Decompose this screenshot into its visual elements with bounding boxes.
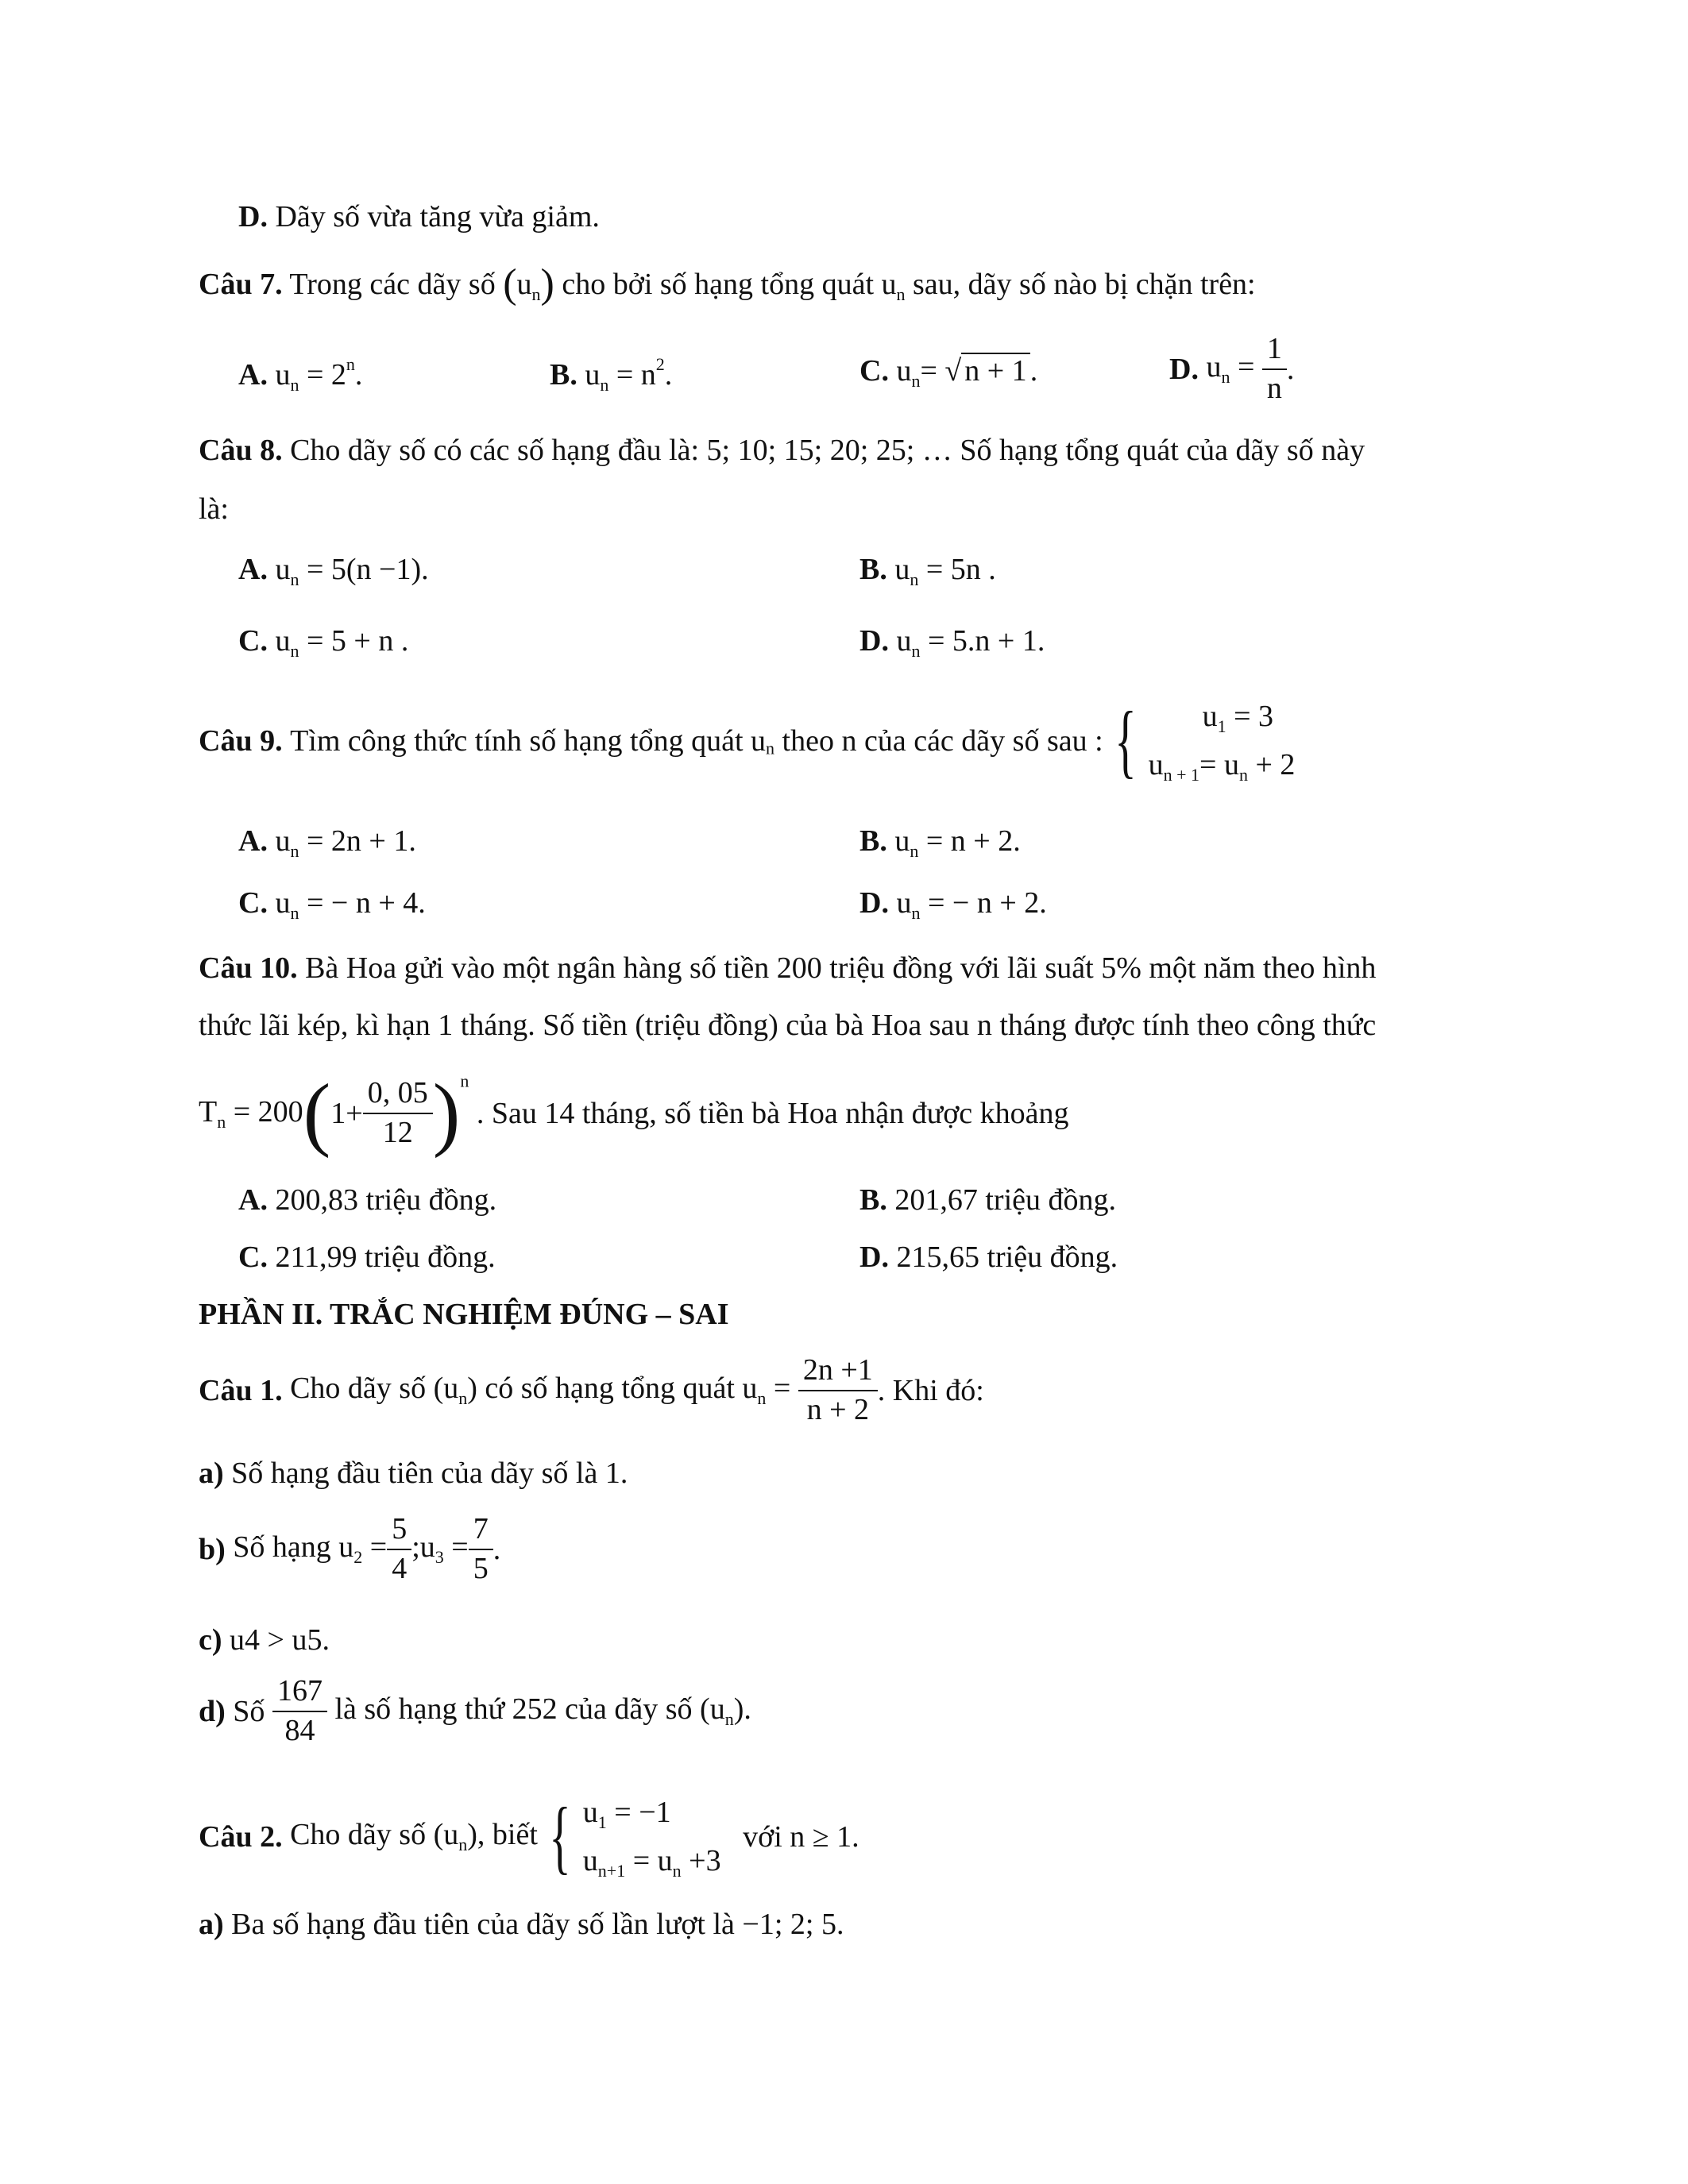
formula-eq: = 200	[233, 1094, 303, 1129]
item-label: c)	[199, 1623, 222, 1657]
formula-fraction	[363, 1078, 433, 1149]
option-label: D.	[1169, 352, 1199, 386]
q8-option-b: B. $u_n = 5n$ .	[859, 553, 996, 589]
general-term-fraction	[798, 1355, 878, 1426]
stem-text-2: ) có số hạng tổng quát	[467, 1372, 735, 1406]
stem-text: Tìm công thức tính số hạng tổng quát u	[290, 723, 767, 758]
q7-stem: Câu 7. Trong các dãy số $(u_n)$ cho bởi số hạng tổng quát $u_n$ sau, dãy số nào bị chặn trên:	[199, 261, 1256, 307]
p2q1-item-d: d) Số $\frac{167}{84}$ là số hạng thứ 252 của dãy số $(u_n)$.	[199, 1674, 751, 1747]
item-text: Số hạng	[233, 1530, 331, 1565]
option-label: C.	[238, 1241, 268, 1274]
q9-option-c: C. $u_n$ = − n + 4.	[238, 886, 426, 923]
option-expr: = − n + 4	[306, 886, 419, 920]
option-label: A.	[238, 553, 268, 586]
recurrence-system: $u_1 = 3$ $u_{n + 1}= u_n + 2$	[1148, 700, 1296, 785]
formula-lhs: T	[199, 1094, 218, 1129]
option-label: A.	[238, 1183, 268, 1217]
stem-text-3: . Sau 14 tháng, số tiền bà Hoa nhận được khoảng	[476, 1097, 1069, 1130]
option-label: D.	[859, 886, 889, 920]
fraction-2	[469, 1514, 493, 1585]
question-label: Câu 8.	[199, 434, 283, 467]
fraction	[1262, 334, 1287, 405]
q7-option-b: B. $u_n = n^2$.	[550, 354, 673, 395]
option-expr: = 2	[306, 358, 346, 392]
fraction-1	[387, 1514, 411, 1585]
stem-text: Cho dãy số (u	[290, 1818, 459, 1852]
fraction	[272, 1676, 327, 1747]
q7-option-a: A. $u_n = 2^n$.	[238, 354, 363, 395]
system-line-2: = u	[632, 1843, 673, 1877]
denominator: 4	[392, 1551, 408, 1585]
q6-option-d	[238, 202, 600, 232]
numerator: 167	[272, 1676, 327, 1712]
system-line-2: = u	[1199, 747, 1239, 781]
q10-option-c	[238, 1242, 496, 1272]
option-label: B.	[550, 358, 577, 392]
option-label: B.	[859, 553, 887, 586]
stem-text: thức lãi kép, kì hạn 1 tháng. Số tiền (triệu đồng) của bà Hoa sau n tháng được tính theo công thức	[199, 1009, 1377, 1042]
stem-text-3: sau, dãy số nào bị chặn trên:	[913, 268, 1256, 301]
question-label: Câu 2.	[199, 1819, 283, 1854]
system-line-1: = −1	[614, 1796, 671, 1829]
option-expr: = n + 2	[925, 824, 1014, 858]
q10-formula-line: $T_n = 200(1+$ $\frac{0, 05}{12}$ )$^n$ . Sau 14 tháng, số tiền bà Hoa nhận được khoảng	[199, 1067, 1069, 1159]
q10-option-b	[859, 1185, 1116, 1215]
numerator: 7	[469, 1514, 493, 1550]
option-expr: n + 1	[961, 353, 1029, 388]
option-label: B.	[859, 824, 887, 858]
option-text: 201,67 triệu đồng.	[894, 1183, 1116, 1217]
numerator: 2n +1	[798, 1355, 878, 1391]
system-line-2-tail: +3	[689, 1843, 721, 1877]
item-label: b)	[199, 1532, 226, 1566]
option-label: C.	[238, 886, 268, 920]
stem-text: là:	[199, 492, 229, 526]
q8-option-a: A. $u_n = 5(n -1)$.	[238, 553, 429, 589]
denominator: n	[1266, 371, 1282, 405]
stem-text: Cho dãy số có các số hạng đầu là: 5; 10; 15; 20; 25; … Số hạng tổng quát của dãy số này	[290, 434, 1365, 467]
option-expr: = 5.n + 1	[927, 624, 1037, 658]
item-label: a)	[199, 1908, 224, 1941]
stem-text: Trong các dãy số	[289, 268, 496, 301]
stem-text-2: theo n của các dãy số sau :	[782, 723, 1103, 758]
denominator: 84	[284, 1713, 315, 1747]
section-title: PHẦN II. TRẮC NGHIỆM ĐÚNG – SAI	[199, 1298, 729, 1331]
q8-option-c: C. $u_n = 5 + n$ .	[238, 624, 409, 661]
option-label: A.	[238, 358, 268, 392]
option-label: D.	[859, 1241, 889, 1274]
stem-tail: với n ≥ 1.	[743, 1819, 859, 1854]
item-text: u4 > u5.	[230, 1623, 330, 1657]
option-expr: = 2n + 1	[306, 824, 409, 858]
option-label: A.	[238, 824, 268, 858]
option-sup: 2	[655, 354, 665, 374]
system-line-2-tail: + 2	[1255, 747, 1296, 781]
q7-option-c: C. $u_n=$ √ n + 1 .	[859, 354, 1038, 391]
item-text: Ba số hạng đầu tiên của dãy số lần lượt là −1; 2; 5.	[231, 1908, 844, 1941]
q7-option-d: D. $u_n$ = $\frac{1}{n}$ .	[1169, 332, 1295, 405]
option-label: D.	[238, 200, 268, 233]
denominator: n + 2	[806, 1392, 870, 1426]
option-text: 200,83 triệu đồng.	[275, 1183, 497, 1217]
q10-option-a	[238, 1185, 496, 1215]
q9-option-d: D. $u_n$ = − n + 2.	[859, 886, 1047, 923]
stem-sub: n	[766, 738, 775, 758]
q9-option-a: A. $u_n = 2n + 1$.	[238, 824, 416, 861]
p2q2-item-a	[199, 1909, 844, 1939]
stem-text: Bà Hoa gửi vào một ngân hàng số tiền 200 triệu đồng với lãi suất 5% một năm theo hình	[305, 951, 1377, 985]
q10-option-d	[859, 1242, 1118, 1272]
q9-stem: Câu 9. Tìm công thức tính số hạng tổng quát $u_n$ theo n của các dãy số sau : { $u_1 = 3$ $u_{n + 1}= u_n + 2$	[199, 693, 1295, 789]
question-label: Câu 7.	[199, 268, 283, 301]
stem-sub: n	[896, 284, 906, 304]
item-close: ).	[733, 1692, 751, 1727]
numerator: 0, 05	[363, 1078, 433, 1114]
p2q2-stem: Câu 2. Cho dãy số $(u_n)$, biết { $u_1 = -1$ $u_{n+1} = u_n +3$ với n ≥ 1.	[199, 1788, 859, 1885]
q10-stem-line1	[199, 953, 1376, 983]
option-label: C.	[238, 624, 268, 658]
formula-one: 1+	[330, 1097, 363, 1130]
p2q1-item-c	[199, 1625, 330, 1655]
item-text-2: là số hạng thứ 252 của dãy số (u	[334, 1692, 725, 1727]
denominator: 5	[473, 1551, 489, 1585]
q9-option-b: B. $u_n = n + 2$.	[859, 824, 1021, 861]
stem-text-2: cho bởi số hạng tổng quát u	[562, 268, 897, 301]
q8-option-d: D. $u_n = 5.n + 1$.	[859, 624, 1045, 661]
option-expr: = 5(n −1)	[306, 553, 422, 586]
option-expr: = − n + 2	[927, 886, 1040, 920]
option-expr: = n	[616, 358, 656, 392]
item-text: Số	[233, 1694, 265, 1728]
item-label: d)	[199, 1694, 226, 1728]
item-label: a)	[199, 1457, 224, 1490]
option-sup: n	[346, 354, 355, 374]
stem-tail: . Khi đó:	[877, 1373, 984, 1407]
question-label: Câu 10.	[199, 951, 298, 985]
option-label: D.	[859, 624, 889, 658]
question-label: Câu 1.	[199, 1373, 283, 1407]
p2q1-stem: Câu 1. Cho dãy số $(u_n)$ có số hạng tổng quát $u_n$ = $\frac{2n +1}{n + 2}$ . Khi đó:	[199, 1353, 984, 1426]
q8-stem-line1	[199, 435, 1365, 465]
recurrence-system: $u_1 = -1$ $u_{n+1} = u_n +3$	[582, 1796, 721, 1881]
formula-power: n	[460, 1071, 469, 1091]
stem-text-2: ), biết	[467, 1818, 538, 1852]
p2q1-item-a	[199, 1458, 628, 1488]
stem-text: Cho dãy số (u	[290, 1372, 459, 1406]
q8-stem-line2	[199, 494, 229, 524]
system-line-1: = 3	[1234, 700, 1274, 733]
option-expr: = 5 + n	[306, 624, 394, 658]
option-text: 215,65 triệu đồng.	[896, 1241, 1118, 1274]
option-expr: = 5n	[925, 553, 981, 586]
item-text: Số hạng đầu tiên của dãy số là 1.	[231, 1457, 628, 1490]
denominator: 12	[382, 1116, 413, 1149]
q10-stem-line2	[199, 1010, 1376, 1040]
option-text: Dãy số vừa tăng vừa giảm.	[275, 200, 600, 233]
numerator: 1	[1262, 334, 1287, 370]
p2q1-item-b: b) Số hạng $u_2$ = $\frac{5}{4}$ $;u_3$ = $\frac{7}{5}$ .	[199, 1512, 501, 1585]
option-text: 211,99 triệu đồng.	[275, 1241, 496, 1274]
option-label: B.	[859, 1183, 887, 1217]
question-label: Câu 9.	[199, 723, 283, 758]
numerator: 5	[387, 1514, 411, 1550]
option-label: C.	[859, 354, 889, 388]
